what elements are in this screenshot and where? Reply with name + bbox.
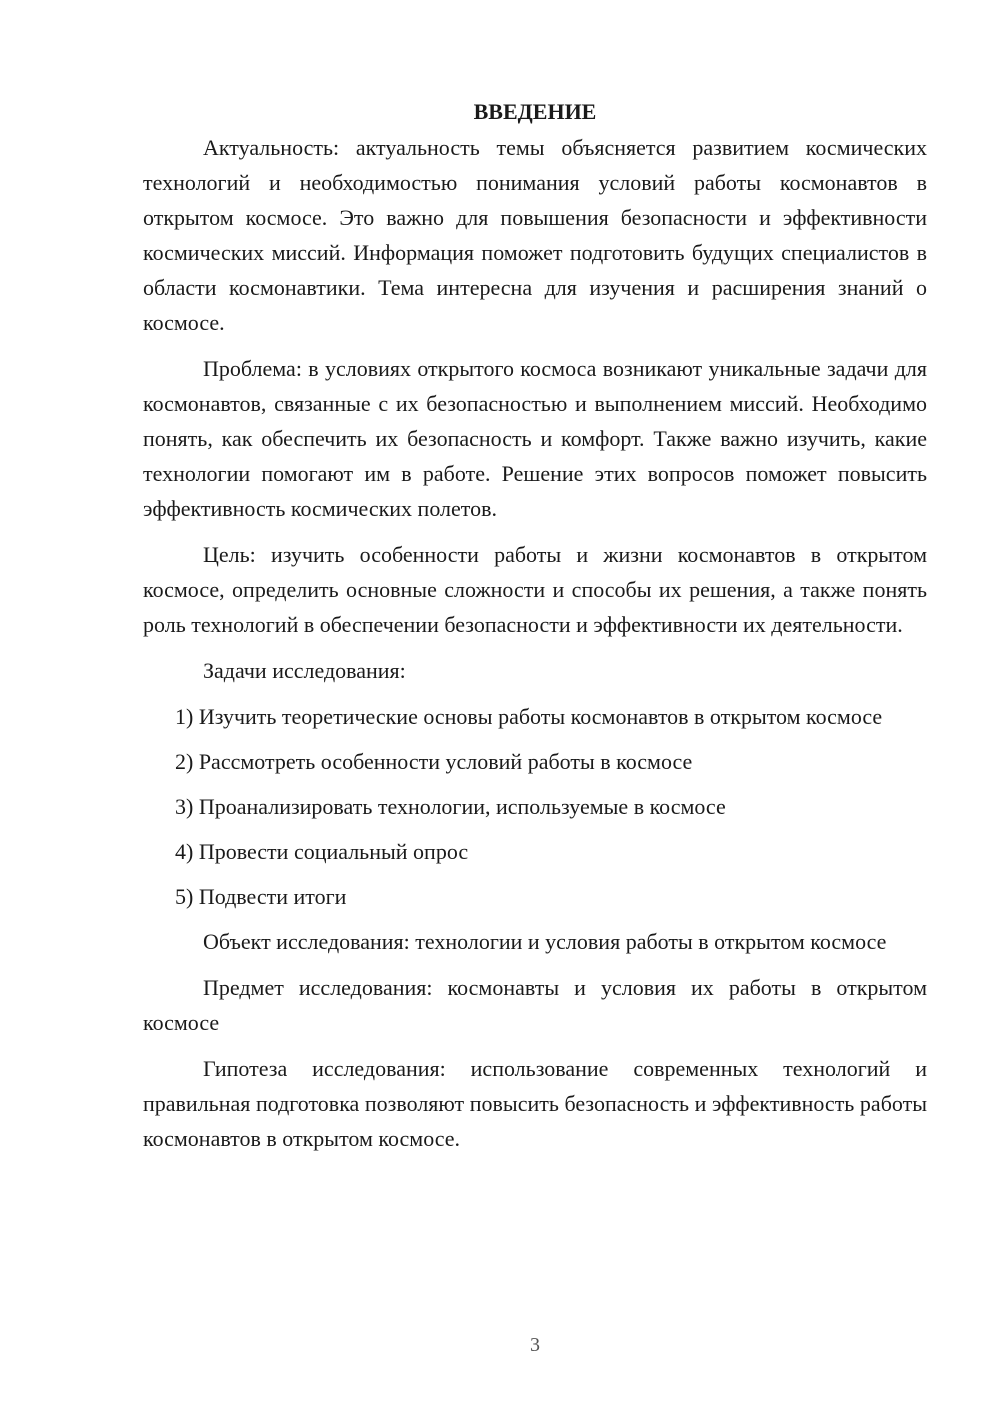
task-item-3: 3) Проанализировать технологии, используемые в космосе	[175, 794, 726, 819]
task-item-2: 2) Рассмотреть особенности условий работы в космосе	[175, 749, 693, 774]
tasks-heading: Задачи исследования:	[203, 658, 406, 683]
paragraph-relevance: Актуальность: актуальность темы объясняется развитием космических технологий и необходимостью понимания условий работы космонавтов в открытом космосе. Это важно для повышения безопасности и эффективности космических миссий. Информация поможет подготовить будущих специалистов в области космонавтики. Тема интересна для изучения и расширения знаний о космосе.	[143, 135, 927, 335]
task-item-1: 1) Изучить теоретические основы работы космонавтов в открытом космосе	[175, 704, 883, 729]
paragraph-object: Объект исследования: технологии и условия работы в открытом космосе	[203, 929, 887, 954]
paragraph-hypothesis: Гипотеза исследования: использование современных технологий и правильная подготовка позволяют повысить безопасность и эффективность работы космонавтов в открытом космосе.	[143, 1056, 927, 1151]
paragraph-goal: Цель: изучить особенности работы и жизни космонавтов в открытом космосе, определить основные сложности и способы их решения, а также понять роль технологий в обеспечении безопасности и эффективности их деятельности.	[143, 542, 927, 637]
paragraph-problem: Проблема: в условиях открытого космоса возникают уникальные задачи для космонавтов, связанные с их безопасностью и выполнением миссий. Необходимо понять, как обеспечить их безопасность и комфорт. Также важно изучить, какие технологии помогают им в работе. Решение этих вопросов поможет повысить эффективность космических полетов.	[143, 356, 927, 521]
page-content	[143, 94, 927, 1167]
task-item-5: 5) Подвести итоги	[175, 884, 347, 909]
paragraph-subject: Предмет исследования: космонавты и условия их работы в открытом космосе	[143, 975, 927, 1035]
task-item-4: 4) Провести социальный опрос	[175, 839, 469, 864]
page-number: 3	[530, 1334, 540, 1356]
section-title: ВВЕДЕНИЕ	[473, 99, 597, 124]
